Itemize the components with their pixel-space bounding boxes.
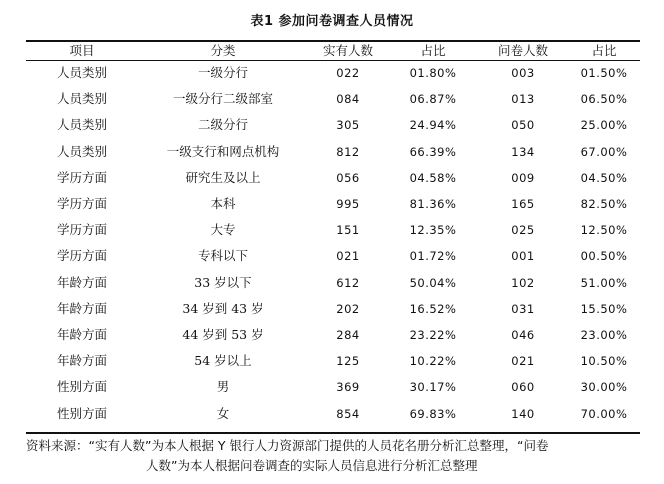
cell-survey-count: 013 [511,92,535,107]
cell-item: 人员类别 [56,65,107,81]
cell-category: 一级分行 [197,65,248,81]
cell-actual-ratio: 24.94% [409,118,457,133]
cell-survey-ratio: 12.50% [580,223,628,238]
cell-item: 学历方面 [56,222,107,238]
header-actual-ratio: 占比 [420,43,446,58]
cell-survey-count: 021 [511,354,535,369]
header-survey-count: 问卷人数 [497,43,548,58]
cell-category: 二级分行 [197,117,248,133]
source-note-line-2: 人数”为本人根据问卷调查的实际人员信息进行分析汇总整理 [146,458,478,473]
cell-category: 男 [216,379,230,395]
cell-actual-count: 151 [336,223,360,238]
cell-category: 一级支行和网点机构 [166,143,280,159]
cell-actual-ratio: 30.17% [409,380,457,395]
cell-actual-ratio: 16.52% [409,301,457,316]
cell-actual-ratio: 23.22% [409,327,457,342]
cell-survey-count: 001 [511,249,535,264]
table-row [26,374,640,400]
cell-category: 44 岁到 53 岁 [182,326,264,342]
cell-survey-ratio: 70.00% [580,406,628,421]
cell-survey-ratio: 51.00% [580,275,628,290]
cell-category: 本科 [210,196,236,212]
cell-survey-count: 140 [511,406,535,421]
cell-item: 学历方面 [56,169,107,185]
cell-actual-ratio: 10.22% [409,354,457,369]
table-row [26,243,640,269]
cell-actual-ratio: 81.36% [409,197,457,212]
table-row [26,270,640,296]
cell-actual-ratio: 06.87% [409,92,457,107]
cell-survey-count: 003 [511,66,535,81]
cell-actual-count: 995 [336,197,360,212]
cell-actual-ratio: 66.39% [409,144,457,159]
cell-item: 人员类别 [56,143,107,159]
cell-survey-count: 134 [511,144,535,159]
cell-item: 人员类别 [56,91,107,107]
cell-survey-count: 050 [511,118,535,133]
cell-survey-ratio: 01.50% [580,66,628,81]
header-actual-count: 实有人数 [322,43,373,58]
source-note-line-1: 资料来源：“实有人数”为本人根据 Y 银行人力资源部门提供的人员花名册分析汇总整理，“问卷 [26,438,549,453]
table-row [26,165,640,191]
cell-item: 性别方面 [56,405,107,421]
cell-actual-count: 084 [336,92,360,107]
cell-survey-ratio: 00.50% [580,249,628,264]
cell-actual-count: 056 [336,170,360,185]
cell-actual-count: 812 [336,144,360,159]
cell-actual-ratio: 04.58% [409,170,457,185]
cell-category: 一级分行二级部室 [172,91,273,107]
cell-actual-ratio: 12.35% [409,223,457,238]
cell-actual-ratio: 50.04% [409,275,457,290]
cell-actual-count: 284 [336,327,360,342]
cell-actual-ratio: 01.80% [409,66,457,81]
cell-actual-count: 305 [336,118,360,133]
cell-survey-count: 009 [511,170,535,185]
cell-actual-ratio: 01.72% [409,249,457,264]
table-row [26,191,640,217]
cell-survey-ratio: 23.00% [580,327,628,342]
cell-survey-ratio: 82.50% [580,197,628,212]
table-caption: 表1 参加问卷调查人员情况 [250,14,414,29]
cell-item: 学历方面 [56,248,107,264]
cell-actual-count: 022 [336,66,360,81]
cell-item: 年龄方面 [56,274,107,290]
cell-item: 年龄方面 [56,326,107,342]
source-note [26,436,640,476]
cell-survey-count: 102 [511,275,535,290]
table-row [26,60,640,86]
cell-survey-ratio: 04.50% [580,170,628,185]
cell-actual-ratio: 69.83% [409,406,457,421]
table-header-row [26,42,640,60]
cell-survey-count: 060 [511,380,535,395]
cell-survey-count: 046 [511,327,535,342]
table-row [26,139,640,165]
cell-survey-count: 025 [511,223,535,238]
cell-survey-ratio: 30.00% [580,380,628,395]
cell-survey-ratio: 67.00% [580,144,628,159]
cell-category: 女 [216,405,230,421]
cell-actual-count: 125 [336,354,360,369]
table-row [26,217,640,243]
cell-category: 研究生及以上 [185,169,261,185]
cell-category: 大专 [210,222,236,238]
table-row [26,400,640,426]
cell-survey-count: 165 [511,197,535,212]
cell-actual-count: 854 [336,406,360,421]
cell-actual-count: 021 [336,249,360,264]
cell-category: 54 岁以上 [194,353,252,369]
cell-category: 专科以下 [197,248,248,264]
cell-survey-ratio: 10.50% [580,354,628,369]
header-category: 分类 [210,43,236,58]
cell-actual-count: 369 [336,380,360,395]
cell-category: 33 岁以下 [194,274,252,290]
cell-survey-ratio: 06.50% [580,92,628,107]
cell-item: 年龄方面 [56,300,107,316]
cell-item: 年龄方面 [56,353,107,369]
cell-actual-count: 202 [336,301,360,316]
table-bottom-rule [26,432,640,434]
header-item: 项目 [69,43,95,58]
table-row [26,112,640,138]
cell-survey-ratio: 15.50% [580,301,628,316]
header-survey-ratio: 占比 [591,43,617,58]
cell-actual-count: 612 [336,275,360,290]
cell-survey-count: 031 [511,301,535,316]
table-row [26,348,640,374]
cell-survey-ratio: 25.00% [580,118,628,133]
cell-category: 34 岁到 43 岁 [182,300,264,316]
table-row [26,296,640,322]
survey-participants-table [26,42,640,427]
cell-item: 性别方面 [56,379,107,395]
cell-item: 学历方面 [56,196,107,212]
table-row [26,86,640,112]
cell-item: 人员类别 [56,117,107,133]
table-row [26,322,640,348]
